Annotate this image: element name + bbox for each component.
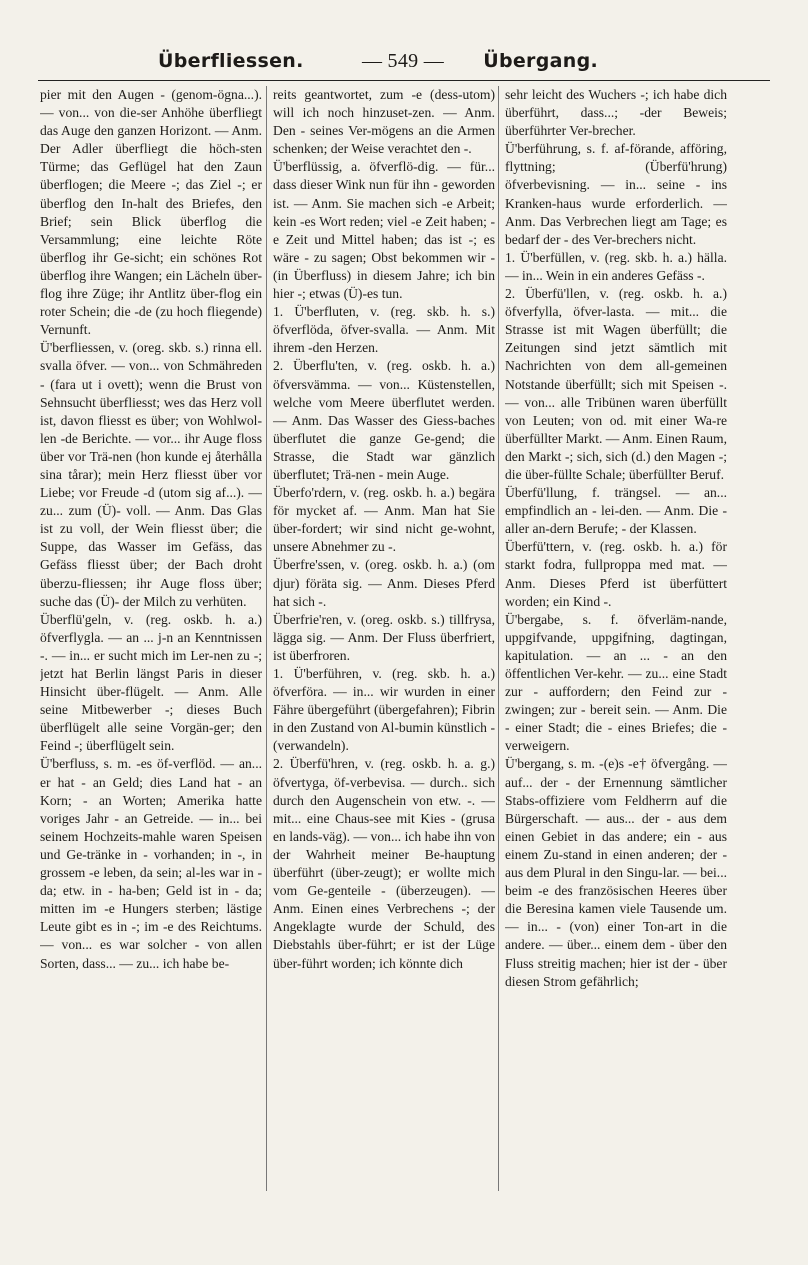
- dictionary-entry: 1. Ü'berführen, v. (reg. skb. h. a.) öfverföra. — in... wir wurden in einer Fähre übergeführt (übergefahren); Fibrin in den Zustand von Al-bumin künstlich -(verwandeln).: [273, 666, 495, 754]
- dictionary-entry: Überfrie'ren, v. (oreg. oskb. s.) tillfrysa, lägga sig. — Anm. Der Fluss überfriert, ist überfroren.: [273, 611, 495, 663]
- column-1: [40, 86, 262, 1196]
- dictionary-entry: 2. Überflu'ten, v. (reg. oskb. h. a.) öfversvämma. — von... Küstenstellen, welche vom Meere überflutet werden. — Anm. Das Wasser des Giess-baches überflutet die ganze Ge-gend; die Strasse, die Stadt war gänzlich überflutet; Trä-nen - mein Auge.: [273, 358, 495, 482]
- dictionary-entry: 1. Ü'berfüllen, v. (reg. skb. h. a.) hälla. — in... Wein in ein anderes Gefäss -.: [505, 249, 727, 283]
- dictionary-entry: Überfü'llung, f. trängsel. — an... empfindlich an - lei-den. — Anm. Die - aller an-dern Berufe; - der Klassen.: [505, 485, 727, 537]
- dictionary-entry: sehr leicht des Wuchers -; ich habe dich überführt, dass...; -der Beweis; überführter Ver-brecher.: [505, 87, 727, 139]
- running-head-left: Überfliessen.: [158, 50, 304, 72]
- page-header: [38, 50, 768, 78]
- dictionary-entry: 2. Überfü'hren, v. (reg. oskb. h. a. g.) öfvertyga, öf-verbevisa. — durch.. sich durch den Augenschein von etw. -. — mit... eine Chaus-see mit Kies - (grusa en lands-väg). — von... ich habe ihn von der Wahrheit meiner Be-hauptung überführt (über-zeugt); er wollte mich vom Ge-genteile - (überzeugen). — Anm. Einen eines Verbrechens -; der Angeklagte wurde der Schuld, des Diebstahls über-führt; er ist der Lüge über-führt worden; ich könnte dich: [273, 756, 495, 971]
- column-divider-1: [266, 86, 267, 1191]
- page-number: — 549 —: [361, 50, 445, 72]
- dictionary-entry: 2. Überfü'llen, v. (reg. oskb. h. a.) öfverfylla, öfver-lasta. — mit... die Strasse ist mit Wagen überfüllt; die Zeitungen sind jetzt sämtlich mit Nachrichten von dem all-gemeinen Notstande überfüllt; sich mit Speisen -. — von... alle Tribünen waren überfüllt von Leuten; von od. mit einer Wa-re überfüllter Markt. — Anm. Einen Raum, den Markt -; sich, sich (d.) den Magen -; die über-füllte Schale; überfüllter Beruf.: [505, 286, 727, 482]
- dictionary-entry: Überfü'ttern, v. (reg. oskb. h. a.) för starkt fodra, fullproppa med mat. — Anm. Dieses Pferd ist überfüttert worden; ein Kind -.: [505, 539, 727, 609]
- dictionary-entry: 1. Ü'berfluten, v. (reg. skb. h. s.) öfverflöda, öfver-svalla. — Anm. Mit ihrem -den Herzen.: [273, 304, 495, 356]
- dictionary-entry: Überfre'ssen, v. (oreg. oskb. h. a.) (om djur) föräta sig. — Anm. Dieses Pferd hat sich -.: [273, 557, 495, 609]
- dictionary-entry: Ü'berführung, s. f. af-förande, afföring, flyttning; (Überfü'hrung) öfverbevisning. — in... seine - ins Kranken-haus wurde erforderlich. — Anm. Das Verbrechen liegt am Tage; es bedarf der - des Ver-brechers nicht.: [505, 141, 727, 247]
- column-divider-2: [498, 86, 499, 1191]
- running-head-right: Übergang.: [483, 50, 598, 72]
- dictionary-entry: pier mit den Augen - (genom-ögna...). — von... von die-ser Anhöhe überfliegt das Auge den ganzen Horizont. — Anm. Der Adler überfliegt die höch-sten Türme; das Geflügel hat den Zaun überflogen; die Meere -; das Ziel -; er überflog den In-halt des Briefes, den Brief; sein Blick überflog die Versammlung; eine leichte Röte überflog ihr Ge-sicht; ein schönes Rot überflog ihre Wangen; ein Lächeln über-flog ihre Züge; ihr Antlitz über-flog ein roter Schein; die -de (zu hoch fliegende) Vernunft.: [40, 87, 262, 338]
- column-3: [505, 86, 727, 1196]
- dictionary-entry: Ü'bergabe, s. f. öfverläm-nande, uppgifvande, uppgifning, dagtingan, kapitulation. — an ... - an den öffentlichen Ver-kehr. — zu... eine Stadt zur - auffordern; den Feind zur - zwingen; zur - bereit sein. — Anm. Die - einer Stadt; die - eines Briefes; die - verweigern.: [505, 611, 727, 754]
- dictionary-entry: Ü'berfliessen, v. (oreg. skb. s.) rinna ell. svalla öfver. — von... von Schmähreden - (fara ut i ovett); wenn die Brust von Sehnsucht überfliesst; wes das Herz voll ist, davon fliesst es über; von Wohlwol-len -de Berichte. — vor... ihr Auge floss über vor Trä-nen (hon kunde ej återhålla sina tårar); mein Herz fliesst über vor Liebe; vor Freude -d (utom sig af...). — zu... zum (Ü)- voll. — Anm. Das Glas ist zu voll, der Wein fliesst über; die Suppe, das Wasser im Gefäss, das Gefäss fliesst über; der Bach droht überzu-fliessen; ihr Auge floss über; suche das (Ü)- der Milch zu verhüten.: [40, 340, 262, 609]
- dictionary-entry: Überflü'geln, v. (reg. oskb. h. a.) öfverflygla. — an ... j-n an Kenntnissen -. — in... er sucht mich im Ler-nen zu -; jetzt hat Berlin längst Paris in dieser Hinsicht über-flügelt. — Anm. Alle seine Mitbewerber -; dieses Buch überflügelt alle seine Vorgän-ger; den Feind -; überflügelt sein.: [40, 611, 262, 754]
- dictionary-entry: Ü'berfluss, s. m. -es öf-verflöd. — an... er hat - an Geld; dies Land hat - an Korn; - an Worten; Amerika hatte voriges Jahr - an Getreide. — in... bei seinem Hochzeits-mahle waren Speisen und Ge-tränke in - vorhanden; in -, in grossem -e leben, da sein; al-les war in - da; etw. in - ha-ben; Geld ist in - da; mitten im -e Hungers sterben; lästige Leute gibt es in -; im -e des Reichtums. — von... es war solcher - von allen Sorten, dass... — zu... ich habe be-: [40, 756, 262, 971]
- column-2: [273, 86, 495, 1196]
- header-rule: [38, 80, 770, 81]
- dictionary-entry: Ü'berflüssig, a. öfverflö-dig. — für... dass dieser Wink nun für ihn - geworden ist. — Anm. Sie machen sich -e Arbeit; kein -es Wort reden; viel -e Zeit haben; -e Zeit und Mittel haben; das ist -; es wäre - zu sagen; Obst bekommen wir - (in Überfluss) in diesem Jahre; ich bin hier -; etwas (Ü)-es tun.: [273, 159, 495, 302]
- dictionary-entry: Ü'bergang, s. m. -(e)s -e† öfvergång. — auf... der - der Ernennung sämtlicher Stabs-offiziere vom Feldherrn auf die Bürgerschaft. — aus... der - aus dem einen Gebiet in das andere; ein - aus einem Zu-stand in einen anderen; der - aus dem Plural in den Singu-lar. — bei... beim -e des französischen Heeres über die Beresina kamen viele Tausende um. — in... - (von) einer Ton-art in die andere. — über... einem dem - über den Fluss streitig machen; hier ist der - über diesen Strom gefährlich;: [505, 756, 727, 989]
- dictionary-entry: reits geantwortet, zum -e (dess-utom) will ich noch hinzuset-zen. — Anm. Den - seines Ver-mögens an die Armen schenken; der Weise verachtet den -.: [273, 87, 495, 157]
- dictionary-entry: Überfo'rdern, v. (reg. oskb. h. a.) begära för mycket af. — Anm. Man hat Sie über-fordert; wir sind nicht ge-wohnt, unsere Abnehmer zu -.: [273, 485, 495, 555]
